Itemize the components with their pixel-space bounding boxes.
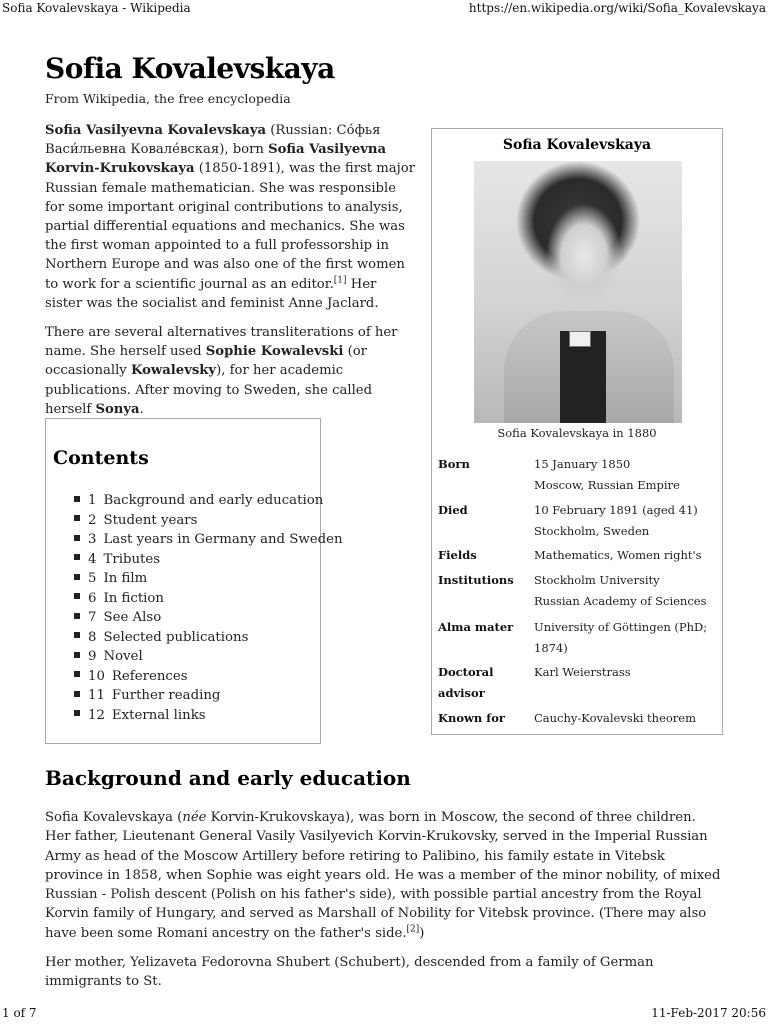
infobox-key: Born — [438, 457, 470, 471]
print-footer — [0, 1004, 768, 1024]
page-count: 1 of 7 — [2, 1006, 37, 1020]
toc-label[interactable]: Tributes — [103, 551, 161, 567]
alt-name: Sophie Kowalevski — [205, 344, 344, 360]
toc-item[interactable] — [74, 628, 343, 648]
infobox-value — [534, 570, 714, 612]
toc-item[interactable] — [74, 647, 343, 667]
print-header — [0, 0, 768, 20]
infobox-key: Alma mater — [438, 620, 514, 634]
advisor-link[interactable]: Karl Weierstrass — [534, 665, 631, 679]
infobox-key-line: Doctoral — [438, 665, 494, 679]
table-of-contents — [45, 418, 343, 744]
portrait-brooch — [569, 331, 591, 347]
toc-label[interactable]: Novel — [103, 649, 143, 664]
section-paragraph-2: Her mother, Yelizaveta Fedorovna Shubert (Schubert), descended from a family of German immigrants to St. — [45, 955, 654, 990]
toc-number: 5 — [88, 571, 97, 586]
nee-italic: née — [182, 810, 207, 825]
page-url: https://en.wikipedia.org/wiki/Sofia_Kovalevskaya — [468, 1, 766, 15]
photo-caption: Sofia Kovalevskaya in 1880 — [497, 426, 657, 440]
tagline: From Wikipedia, the free encyclopedia — [45, 91, 291, 106]
reference-link[interactable]: [2] — [406, 924, 420, 935]
toc-item[interactable] — [74, 530, 343, 550]
infobox-key: Known for — [438, 711, 505, 725]
section-paragraph-1 — [45, 808, 725, 943]
toc-label[interactable]: See Also — [103, 610, 162, 625]
toc-number: 8 — [88, 629, 97, 645]
portrait-photo[interactable] — [474, 161, 682, 423]
toc-item[interactable] — [74, 706, 343, 726]
alma-mater-link[interactable]: University of Göttingen (PhD; — [534, 620, 708, 634]
toc-number: 7 — [88, 610, 97, 625]
institution-link[interactable]: Stockholm University — [534, 573, 660, 587]
toc-number: 6 — [88, 590, 97, 606]
toc-number: 12 — [88, 707, 105, 723]
lead-name: Sofia Vasilyevna Kovalevskaya — [45, 123, 267, 138]
toc-number: 1 — [88, 493, 97, 508]
lead-text: . — [139, 401, 144, 417]
lead-paragraph-2 — [45, 323, 415, 419]
lead-text: (1850-1891), was the first major Russian female mathematician. She was responsible for some important original contributions to analysis, partial differential equations and mechanics. She was the first woman appointed to a full professorship in Northern Europe and was also one of the first women to work for a scientific journal as an editor. — [45, 161, 415, 292]
alt-name: Kowalevsky — [130, 363, 217, 379]
toc-number: 3 — [88, 532, 97, 547]
toc-title: Contents — [53, 447, 149, 469]
lead-text: (or occasionally — [45, 344, 367, 379]
lead-text: Her sister was the socialist and feminist Anne Jaclard. — [45, 276, 379, 311]
infobox-title: Sofia Kovalevskaya — [502, 137, 652, 153]
toc-list — [74, 491, 343, 725]
toc-item[interactable] — [74, 686, 343, 706]
lead-birth-name: Sofia Vasilyevna Korvin-Krukovskaya — [45, 142, 387, 177]
infobox-value — [534, 500, 714, 542]
infobox — [431, 128, 723, 735]
alma-mater-year: 1874) — [534, 641, 568, 655]
alt-name: Sonya — [95, 401, 140, 417]
reference-link[interactable]: [1] — [333, 275, 347, 286]
toc-number: 9 — [88, 649, 97, 664]
toc-label[interactable]: Last years in Germany and Sweden — [103, 532, 343, 547]
born-date: 15 January 1850 — [534, 457, 631, 471]
toc-number: 11 — [88, 688, 105, 703]
infobox-key: Died — [438, 503, 468, 517]
toc-number: 4 — [88, 551, 97, 567]
toc-item[interactable] — [74, 589, 343, 609]
infobox-value — [534, 454, 714, 496]
body-text: Korvin-Krukovskaya), was born in Moscow, the second of three children. Her father, Lieutenant General Vasily Vasilyevich Korvin-Krukovsky, served in the Imperial Russian Army as head of the Moscow Artillery before retiring to Palibino, his family estate in Vitebsk province in 1858, when Sophie was eight years old. He was a member of the minor nobility, of mixed Russian - Polish descent (Polish on his father's side), with possible partial ancestry from the Royal Korvin family of Hungary, and served as Marshall of Nobility for Vitebsk province. (There may also have been some Romani ancestry on the father's side. — [45, 810, 721, 941]
infobox-key: Institutions — [438, 573, 514, 587]
lead-section — [45, 121, 415, 429]
lead-paragraph-1 — [45, 121, 415, 313]
toc-label[interactable]: Student years — [103, 512, 198, 528]
article-title: Sofia Kovalevskaya — [45, 52, 335, 85]
infobox-key-line: advisor — [438, 686, 485, 700]
section-body — [45, 808, 725, 1002]
toc-label[interactable]: External links — [111, 707, 206, 723]
body-text: Sofia Kovalevskaya ( — [45, 810, 183, 825]
infobox-key: Fields — [438, 548, 477, 562]
body-text: ) — [419, 925, 425, 941]
print-timestamp: 11-Feb-2017 20:56 — [651, 1006, 766, 1020]
died-place[interactable]: Stockholm, Sweden — [534, 524, 650, 538]
toc-item[interactable] — [74, 608, 343, 628]
toc-label[interactable]: In film — [103, 571, 148, 586]
toc-item[interactable] — [74, 550, 343, 570]
infobox-value — [534, 617, 714, 659]
toc-item[interactable] — [74, 569, 343, 589]
died-date: 10 February 1891 (aged 41) — [534, 503, 698, 517]
institution-link[interactable]: Russian Academy of Sciences — [534, 594, 707, 608]
toc-label[interactable]: In fiction — [103, 590, 164, 606]
toc-number: 2 — [88, 512, 97, 528]
lead-text: (Russian: Со́фья Васи́льевна Ковале́вская), born — [45, 123, 381, 158]
lead-text: There are several alternatives transliterations of her name. She herself used — [45, 325, 398, 360]
section-heading: Background and early education — [45, 766, 411, 790]
toc-label[interactable]: Background and early education — [103, 493, 324, 508]
toc-item[interactable] — [74, 491, 343, 511]
page-title-header: Sofia Kovalevskaya - Wikipedia — [2, 1, 191, 15]
lead-text: ), for her academic publications. After moving to Sweden, she called herself — [45, 363, 373, 417]
toc-label[interactable]: References — [111, 668, 188, 684]
toc-label[interactable]: Selected publications — [103, 629, 249, 645]
known-for-link[interactable]: Cauchy-Kovalevski theorem — [534, 711, 696, 725]
toc-item[interactable] — [74, 511, 343, 531]
toc-item[interactable] — [74, 667, 343, 687]
infobox-value[interactable]: Mathematics, Women right's — [534, 548, 702, 562]
toc-number: 10 — [88, 668, 105, 684]
born-place[interactable]: Moscow, Russian Empire — [534, 478, 680, 492]
infobox-key — [438, 662, 528, 704]
toc-label[interactable]: Further reading — [111, 688, 221, 703]
